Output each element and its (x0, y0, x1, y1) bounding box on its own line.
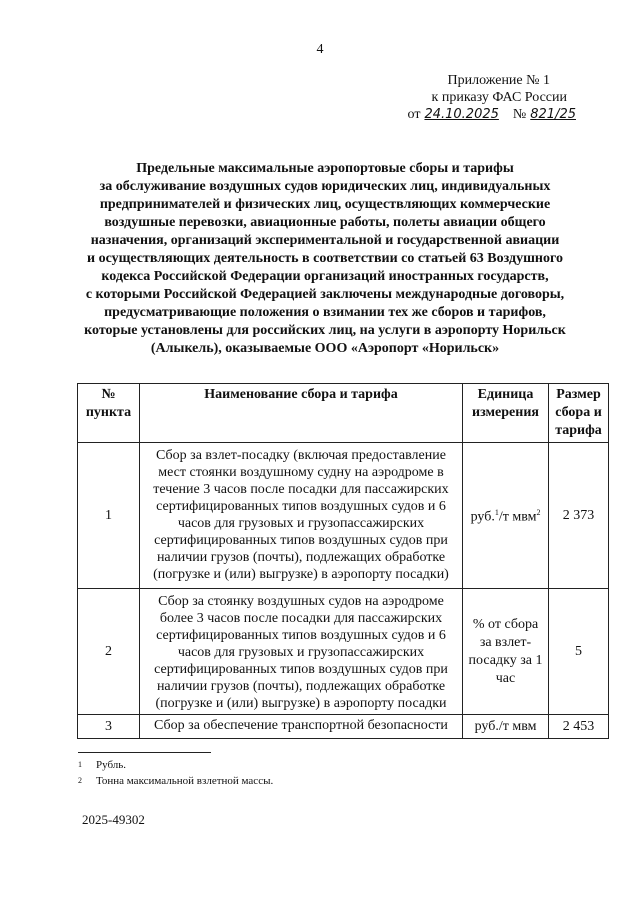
table-header-row (78, 384, 609, 443)
document-id: 2025-49302 (82, 812, 145, 827)
title-line: с которыми Российской Федерацией заключены международные договоры, (85, 287, 565, 302)
row-value: 5 (548, 589, 608, 715)
footnote-text: Тонна максимальной взлетной массы. (96, 775, 274, 787)
footnote-mark: 2 (78, 776, 82, 785)
title-line: Предельные максимальные аэропортовые сборы и тарифы (136, 161, 514, 176)
row-description: Сбор за обеспечение транспортной безопасности (139, 715, 462, 739)
title-line: (Алыкель), оказываемые ООО «Аэропорт «Норильск» (150, 341, 500, 356)
title-line: и осуществляющих деятельность в соответствии со статьей 63 Воздушного (87, 251, 563, 266)
row-number: 3 (78, 715, 140, 739)
table-row (78, 443, 609, 589)
title-line: кодекса Российской Федерации организаций иностранных государств, (101, 269, 549, 284)
footnote-separator (78, 752, 211, 753)
appendix-block (380, 72, 580, 123)
title-line: которые установлены для российских лиц, на услуги в аэропорту Норильск (84, 323, 566, 338)
footnote-text: Рубль. (96, 759, 127, 771)
row-unit: руб.$^1$/т мвм$^2$ (463, 443, 549, 589)
row-description: Сбор за стоянку воздушных судов на аэродроме более 3 часов после посадки для пассажирских сертифицированных типов воздушных судов и 6 часов для грузовых и грузопассажирских сертифицированных типов воздушных судов при наличии грузов (почты), подлежащих обработке (погрузке и (или) выгрузке) в аэропорту посадки (139, 589, 462, 715)
appendix-order: к приказу ФАС России (431, 90, 567, 105)
row-unit: % от сбора за взлет- посадку за 1 час (463, 589, 549, 715)
row-number: 2 (78, 589, 140, 715)
date-prefix: от (407, 107, 421, 122)
title-line: предусматривающие положения о взимании тех же сборов и тарифов, (104, 305, 546, 320)
title-line: воздушные перевозки, авиационные работы, полеты авиации общего (104, 215, 546, 230)
footnote-mark: 1 (78, 760, 82, 769)
row-unit: руб./т мвм (463, 715, 549, 739)
number-prefix: № (512, 107, 527, 122)
title-line: за обслуживание воздушных судов юридических лиц, индивидуальных (99, 179, 551, 194)
footnote (78, 757, 273, 773)
footnotes (78, 757, 273, 789)
row-number: 1 (78, 443, 140, 589)
document-title (70, 160, 580, 358)
handwritten-date: 24.10.2025 (424, 107, 499, 122)
row-description: Сбор за взлет-посадку (включая предоставление мест стоянки воздушному судну на аэродроме в течение 3 часов после посадки для пассажирских сертифицированных типов воздушных судов и 6 часов для грузовых и грузопассажирских сертифицированных типов воздушных судов при наличии грузов (почты), подлежащих обработке (погрузке и (или) выгрузке) в аэропорту посадки) (139, 443, 462, 589)
handwritten-number: 821/25 (530, 107, 576, 122)
title-line: назначения, организаций экспериментальной и государственной авиации (90, 233, 560, 248)
appendix-date-number (380, 106, 580, 123)
header-size: Размер сбора и тарифа (548, 384, 608, 443)
table-row (78, 589, 609, 715)
footnote (78, 773, 273, 789)
tariff-table (77, 383, 609, 739)
row-value: 2 453 (548, 715, 608, 739)
header-unit: Единица измерения (463, 384, 549, 443)
page-number: 4 (316, 42, 324, 57)
header-num: № пункта (78, 384, 140, 443)
title-line: предпринимателей и физических лиц, осуществляющих коммерческие (99, 197, 551, 212)
table-row (78, 715, 609, 739)
row-value: 2 373 (548, 443, 608, 589)
appendix-title: Приложение № 1 (447, 73, 550, 88)
header-name: Наименование сбора и тарифа (139, 384, 462, 443)
